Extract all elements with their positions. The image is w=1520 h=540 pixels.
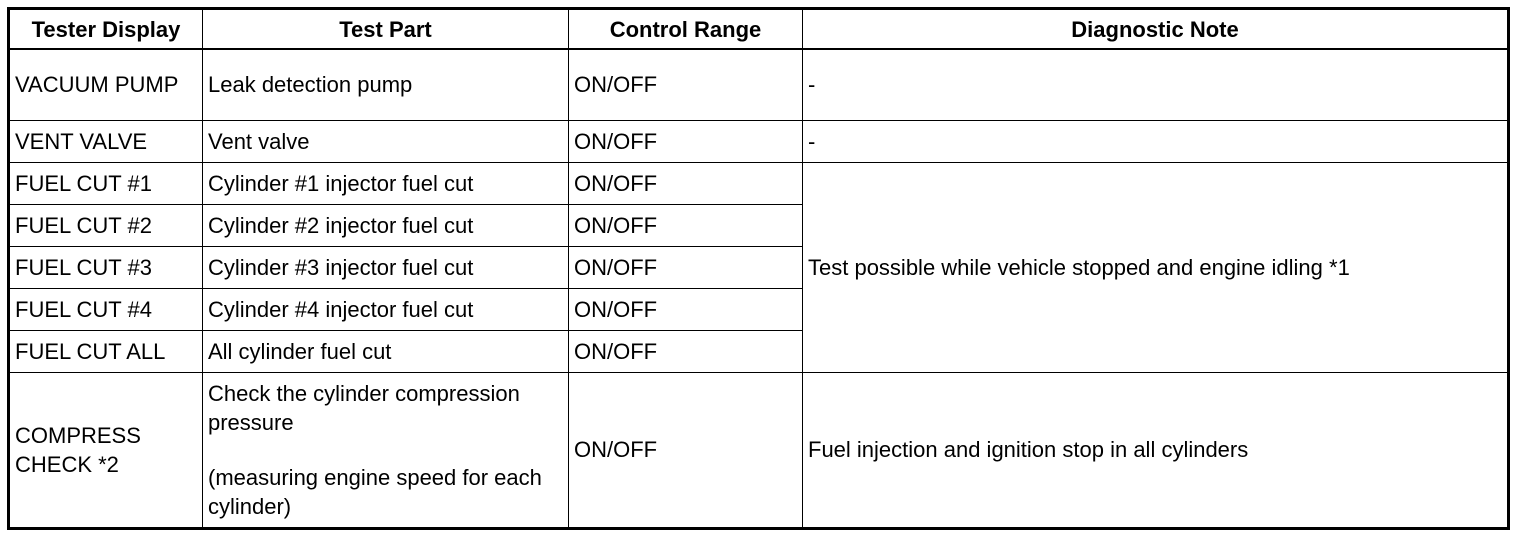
control-range-cell: ON/OFF bbox=[569, 288, 803, 330]
test-part-cell: All cylinder fuel cut bbox=[203, 330, 569, 372]
tester-display-cell: COMPRESS CHECK *2 bbox=[9, 372, 203, 528]
header-diagnostic-note: Diagnostic Note bbox=[803, 9, 1509, 50]
diagnostic-note-cell: Test possible while vehicle stopped and engine idling *1 bbox=[803, 162, 1509, 372]
header-row bbox=[9, 9, 1509, 50]
control-range-cell: ON/OFF bbox=[569, 372, 803, 528]
control-range-cell: ON/OFF bbox=[569, 330, 803, 372]
header-tester-display: Tester Display bbox=[9, 9, 203, 50]
test-part-cell: Cylinder #1 injector fuel cut bbox=[203, 162, 569, 204]
tester-display-cell: FUEL CUT #4 bbox=[9, 288, 203, 330]
diagnostic-note-cell: Fuel injection and ignition stop in all cylinders bbox=[803, 372, 1509, 528]
tester-display-cell: FUEL CUT #2 bbox=[9, 204, 203, 246]
control-range-cell: ON/OFF bbox=[569, 246, 803, 288]
tester-display-cell: VACUUM PUMP bbox=[9, 49, 203, 120]
control-range-cell: ON/OFF bbox=[569, 204, 803, 246]
table-row bbox=[9, 372, 1509, 528]
header-test-part: Test Part bbox=[203, 9, 569, 50]
control-range-cell: ON/OFF bbox=[569, 120, 803, 162]
test-part-cell: Leak detection pump bbox=[203, 49, 569, 120]
diagnostic-note-cell: - bbox=[803, 120, 1509, 162]
tester-display-cell: FUEL CUT #3 bbox=[9, 246, 203, 288]
header-control-range: Control Range bbox=[569, 9, 803, 50]
control-range-cell: ON/OFF bbox=[569, 162, 803, 204]
diagnostic-note-cell: - bbox=[803, 49, 1509, 120]
test-part-cell: Cylinder #3 injector fuel cut bbox=[203, 246, 569, 288]
active-test-table bbox=[7, 7, 1510, 530]
test-part-text: Check the cylinder compression pressure bbox=[208, 380, 520, 435]
tester-display-cell: FUEL CUT #1 bbox=[9, 162, 203, 204]
test-part-cell: Cylinder #4 injector fuel cut bbox=[203, 288, 569, 330]
table-row bbox=[9, 162, 1509, 204]
tester-display-cell: VENT VALVE bbox=[9, 120, 203, 162]
tester-display-cell: FUEL CUT ALL bbox=[9, 330, 203, 372]
table-row bbox=[9, 120, 1509, 162]
test-part-cell: Vent valve bbox=[203, 120, 569, 162]
table-row bbox=[9, 49, 1509, 120]
test-part-cell: Cylinder #2 injector fuel cut bbox=[203, 204, 569, 246]
test-part-cell bbox=[203, 372, 569, 528]
control-range-cell: ON/OFF bbox=[569, 49, 803, 120]
test-part-note: (measuring engine speed for each cylinder) bbox=[208, 464, 542, 519]
